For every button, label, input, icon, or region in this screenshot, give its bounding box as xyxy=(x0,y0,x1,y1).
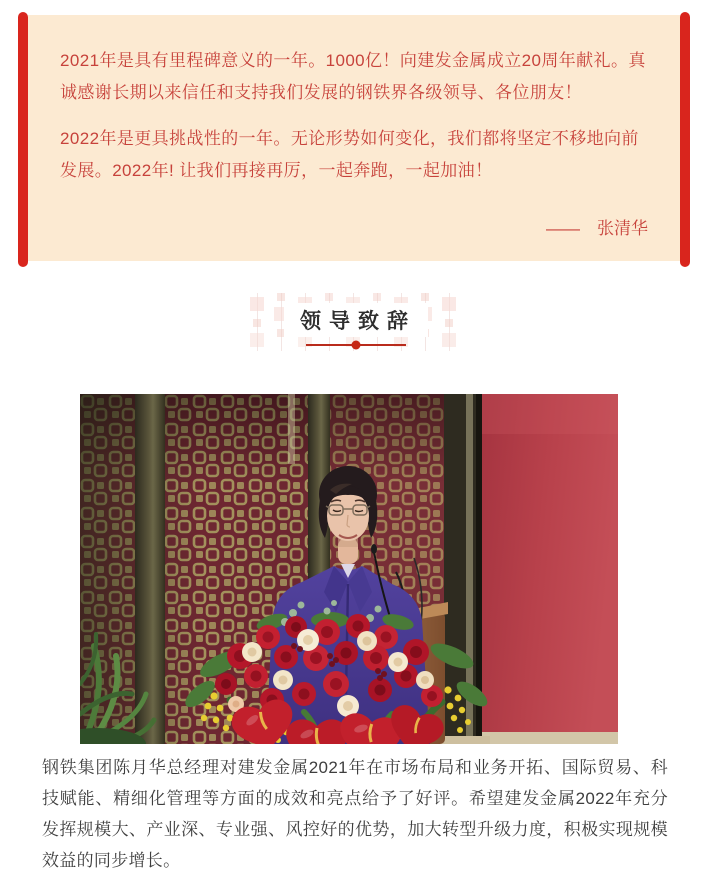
speech-photo-illustration xyxy=(80,394,618,744)
section-title: 领导致辞 xyxy=(284,303,428,337)
quote-box xyxy=(28,15,680,261)
section-header xyxy=(0,292,712,354)
title-divider xyxy=(306,344,406,346)
red-accent-bar-right xyxy=(680,12,690,267)
quote-card xyxy=(0,15,712,261)
article-paragraph: 钢铁集团陈月华总经理对建发金属2021年在市场布局和业务开拓、国际贸易、科技赋能、精细化管理等方面的成效和亮点给予了好评。希望建发金属2022年充分发挥规模大、产业深、专业强、风控好的优势，加大转型升级力度，积极实现规模效益的同步增长。 xyxy=(42,758,668,870)
quote-signature: —— 张清华 xyxy=(546,219,648,238)
speech-photo[interactable] xyxy=(80,394,618,744)
red-accent-bar-left xyxy=(18,12,28,267)
divider-dot-icon xyxy=(352,341,361,350)
quote-paragraph-1: 2021年是具有里程碑意义的一年。1000亿！向建发金属成立20周年献礼。真诚感谢长期以来信任和支持我们发展的钢铁界各级领导、各位朋友！ xyxy=(60,51,646,102)
article-page xyxy=(0,15,712,869)
quote-paragraph-2: 2022年是更具挑战性的一年。无论形势如何变化，我们都将坚定不移地向前发展。2022年! 让我们再接再厉，一起奔跑，一起加油！ xyxy=(60,129,639,180)
